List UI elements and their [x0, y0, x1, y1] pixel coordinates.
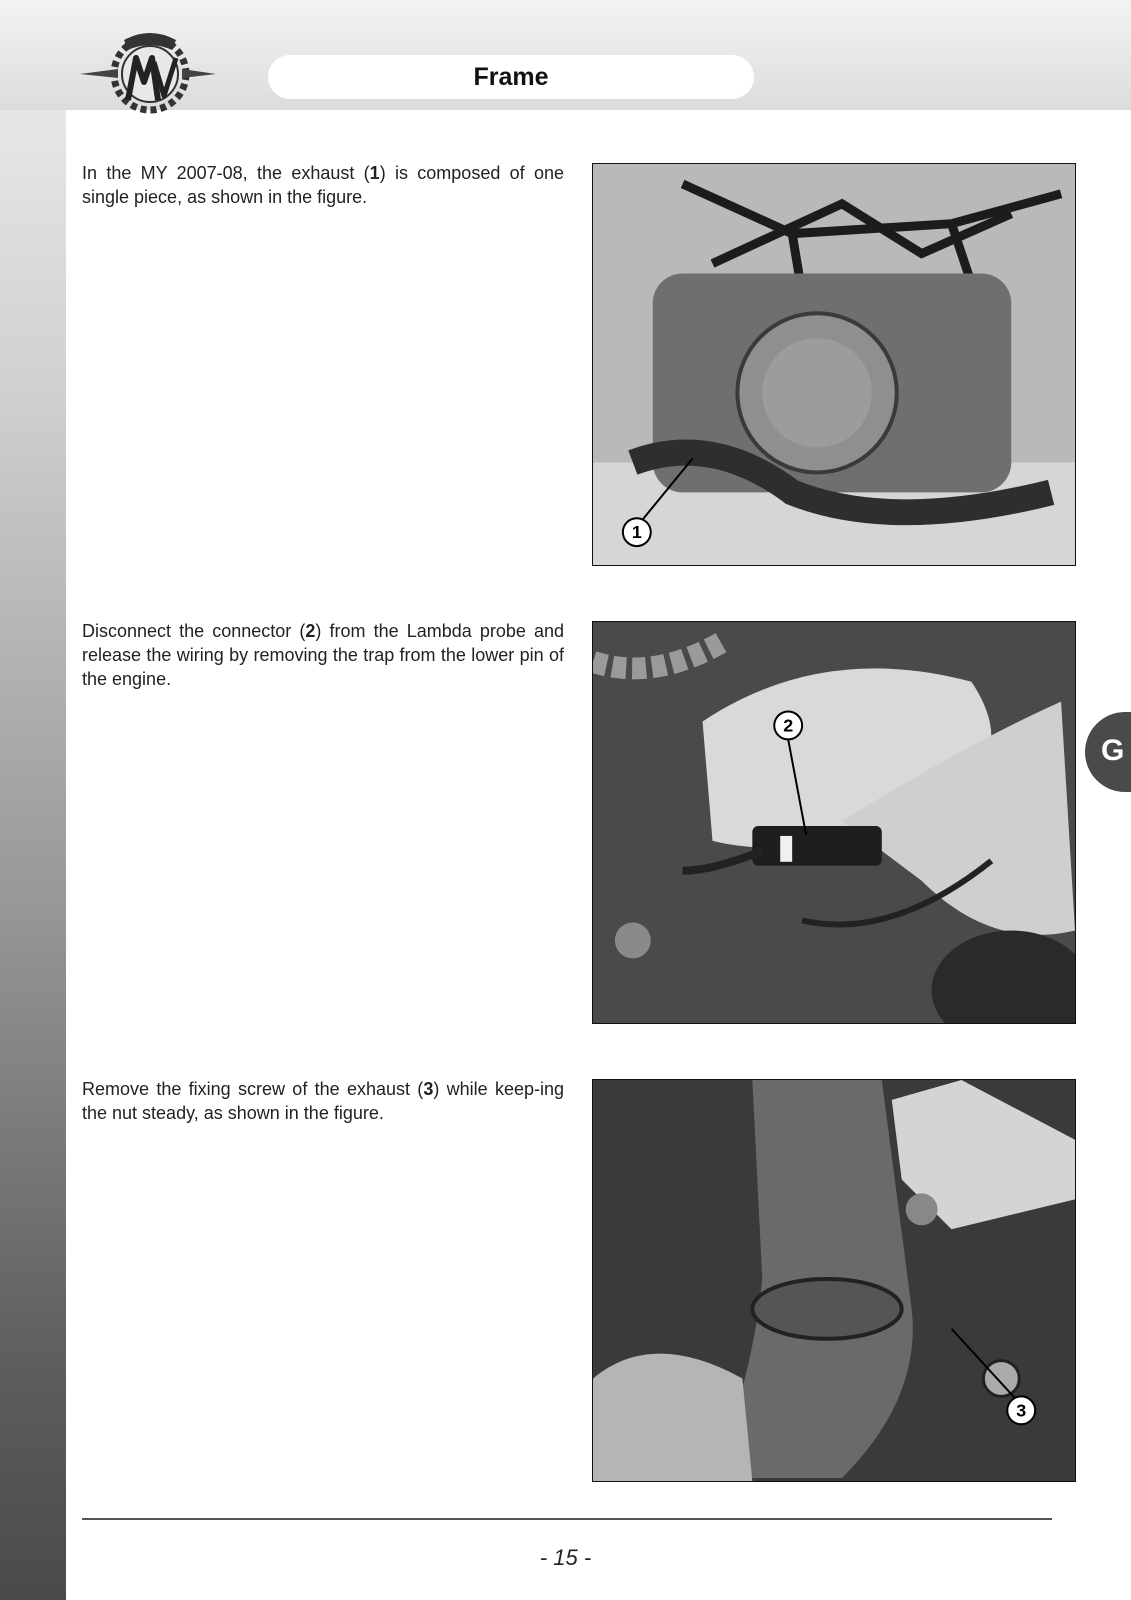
side-gradient-bar	[0, 0, 66, 1600]
paragraph-text: ) is composed of one single piece, as shown in the figure.	[82, 163, 564, 207]
section-tab-letter: G	[1101, 734, 1125, 767]
paragraph-text: ) from the Lambda probe and release the wiring by removing the trap from the lower pin of the engine.	[82, 621, 564, 689]
exhaust-photo	[592, 163, 1076, 566]
callout-1: 1	[631, 522, 642, 543]
reference-number: 2	[305, 621, 316, 641]
paragraph-text: In the MY 2007-08, the exhaust (	[82, 163, 370, 183]
paragraph-text: ) while keep-ing the nut steady, as shown in the figure.	[82, 1079, 565, 1123]
instruction-paragraph	[82, 619, 564, 691]
callout-3: 3	[1016, 1400, 1027, 1421]
callout-2: 2	[783, 715, 794, 736]
footer-divider	[82, 1518, 1052, 1520]
page-number: - 15 -	[539, 1545, 592, 1570]
screw-photo	[592, 1079, 1076, 1482]
paragraph-text: Remove the fixing screw of the exhaust (	[82, 1079, 424, 1099]
reference-number: 1	[369, 163, 380, 183]
instruction-paragraph	[82, 1077, 564, 1125]
section-tab	[1085, 712, 1131, 792]
instruction-paragraph	[82, 161, 564, 209]
mv-agusta-logo	[78, 22, 218, 127]
page-title: Frame	[268, 55, 754, 99]
reference-number: 3	[423, 1079, 434, 1099]
paragraph-text: Disconnect the connector (	[82, 621, 306, 641]
connector-photo	[592, 621, 1076, 1024]
